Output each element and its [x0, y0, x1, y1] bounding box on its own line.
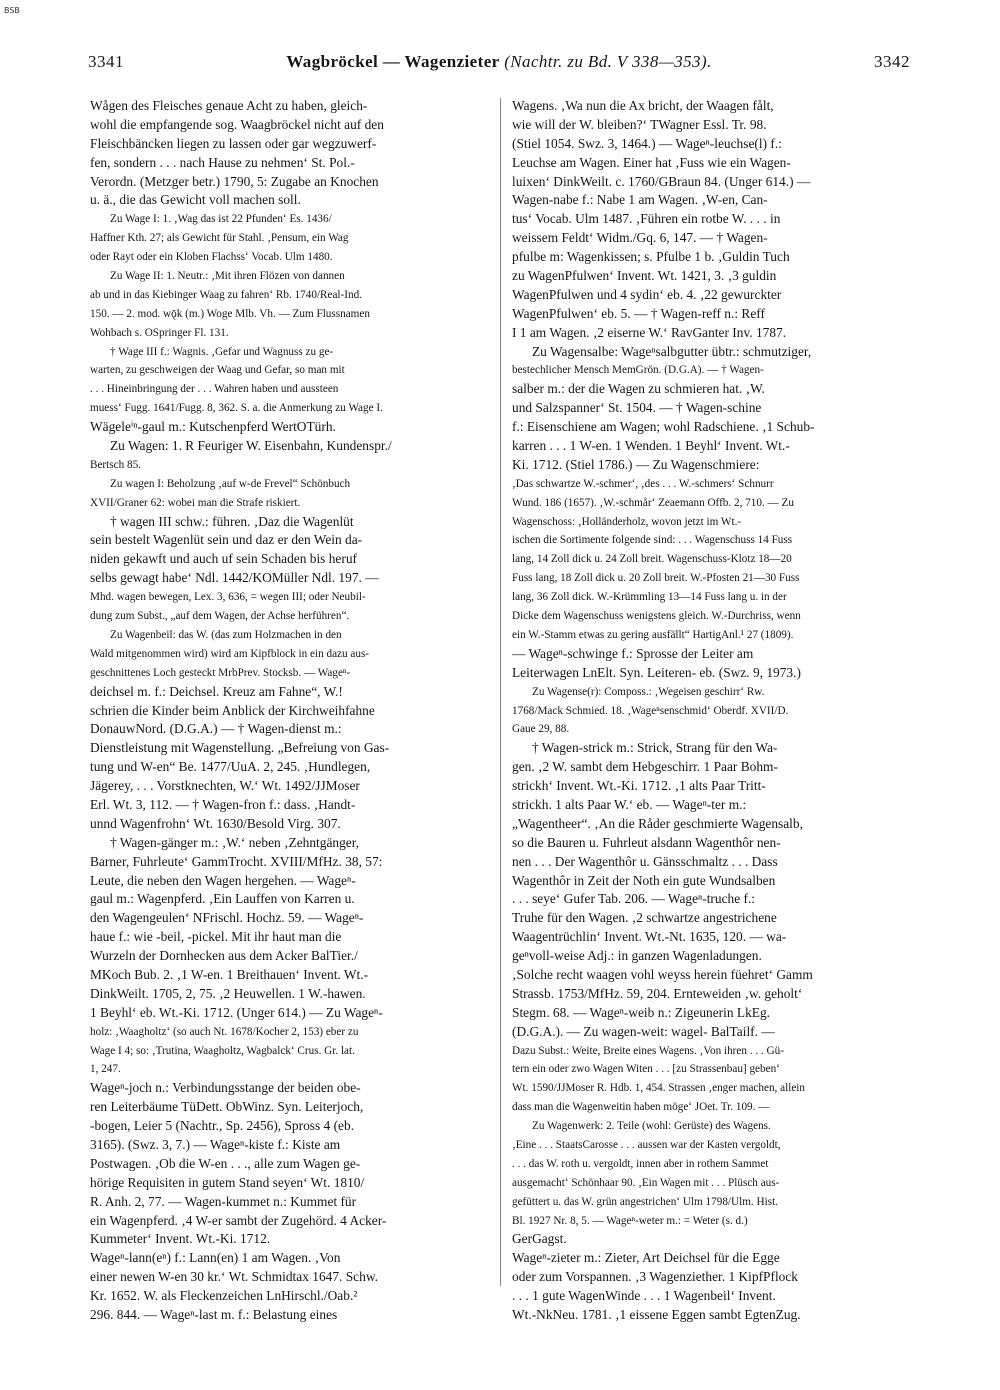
text-line: (D.G.A.). — Zu wagen-weit: wagel- BalTailf. —: [512, 1023, 775, 1039]
text-line: Wt. 1590/JJMoser R. Hdb. 1, 454. Strassen ‚enger machen, allein: [512, 1082, 805, 1095]
text-line: 296. 844. — Wageⁿ-last m. f.: Belastung eines: [90, 1307, 338, 1322]
text-line: Zu Wage II: 1. Neutr.: ‚Mit ihren Flözen von dannen: [110, 270, 345, 283]
text-line: f.: Eisenschiene am Wagen; wohl Radschiene. ‚1 Schub-: [512, 419, 815, 435]
text-line: Dienstleistung mit Wagenstellung. „Befreiung von Gas-: [90, 740, 390, 756]
text-line: Zu Wagenbeil: das W. (das zum Holzmachen in den: [110, 628, 342, 641]
text-line: salber m.: der die Wagen zu schmieren hat. ‚W.: [512, 381, 765, 397]
text-line: -bogen, Leier 5 (Nachtr., Sp. 2456), Spross 4 (eb.: [90, 1118, 355, 1134]
text-line: Barner, Fuhrleute‘ GammTrocht. XVIII/MfHz. 38, 57:: [90, 853, 383, 869]
text-line: Gaue 29, 88.: [512, 723, 570, 736]
text-line: Zu Wagensalbe: Wageⁿsalbgutter übtr.: schmutziger,: [532, 343, 812, 359]
running-title-headwords: Wagbröckel — Wagenzieter: [286, 52, 500, 71]
text-line: Zu Wagense(r): Composs.: ‚Wegeisen geschirr‘ Rw.: [532, 685, 765, 698]
text-line: † wagen III schw.: führen. ‚Daz die Wagenlüt: [110, 513, 354, 529]
text-line: . . . Hineinbringung der . . . Wahren haben und aussteen: [90, 383, 339, 396]
text-line: Fuss lang, 18 Zoll dick u. 20 Zoll breit. W.-Pfosten 21—30 Fuss: [512, 572, 800, 585]
text-line: Zu wagen I: Beholzung ‚auf w-de Frevel“ Schönbuch: [110, 477, 351, 490]
text-line: Wund. 186 (1657). ‚W.-schmår‘ Zeaemann Offb. 2, 710. — Zu: [512, 496, 794, 509]
text-line: Ki. 1712. (Stiel 1786.) — Zu Wagenschmiere:: [512, 456, 760, 472]
text-line: einer newen W-en 30 kr.‘ Wt. Schmidtax 1647. Schw.: [90, 1269, 378, 1285]
page-number-right: 3342: [874, 52, 910, 71]
text-line: lang, 36 Zoll dick. W.-Krümmling 13—14 Fuss lang u. in der: [512, 591, 787, 604]
text-line: pfulbe m: Wagenkissen; s. Pfulbe 1 b. ‚Guldin Tuch: [512, 249, 790, 265]
text-line: nen . . . Der Wagenthôr u. Gänsschmaltz . . . Dass: [512, 853, 778, 869]
text-line: Wågen des Fleisches genaue Acht zu haben, gleich-: [90, 98, 368, 113]
text-line: ren Leiterbäume TüDett. ObWinz. Syn. Leiterjoch,: [90, 1099, 364, 1115]
text-line: Leuchse am Wagen. Einer hat ‚Fuss wie ein Wagen-: [512, 154, 791, 170]
text-line: strickh. 1 alts Paar W.‘ eb. — Wageⁿ-ter m.:: [512, 796, 747, 812]
text-line: 3165). (Swz. 3, 7.) — Wageⁿ-kiste f.: Kiste am: [90, 1136, 341, 1152]
text-line: tern ein oder zwo Wagen Witen . . . [zu Strassenbau] geben‘: [512, 1063, 780, 1076]
text-line: 1768/Mack Schmied. 18. ‚Wageⁿsenschmid‘ Oberdf. XVII/D.: [512, 704, 789, 717]
text-line: Wagenthôr in Zeit der Noth ein gute Wundsalben: [512, 872, 776, 888]
text-line: haue f.: wie -beil, -pickel. Mit ihr haut man die: [90, 929, 342, 945]
text-line: Postwagen. ‚Ob die W-en . . ., alle zum Wagen ge-: [90, 1155, 361, 1171]
text-line: Wägeleⁱⁿ-gaul m.: Kutschenpferd WertOTürh.: [90, 419, 336, 435]
text-line: oder zum Vorspannen. ‚3 Wagenziether. 1 KipfPflock: [512, 1269, 799, 1285]
text-line: . . . seye‘ Gufer Tab. 206. — Wageⁿ-truche f.:: [512, 891, 756, 907]
text-line: Wageⁿ-joch n.: Verbindungsstange der beiden obe-: [90, 1080, 361, 1096]
text-line: Verordn. (Metzger betr.) 1790, 5: Zugabe an Knochen: [90, 173, 379, 189]
text-line: † Wage III f.: Wagnis. ‚Gefar und Wagnuss zu ge-: [110, 345, 334, 358]
text-line: Bertsch 85.: [90, 458, 141, 471]
text-line: R. Anh. 2, 77. — Wagen-kummet n.: Kummet für: [90, 1193, 357, 1209]
text-line: geschnittenes Loch gesteckt MrbPrev. Stocksb. — Wageⁿ-: [90, 666, 351, 679]
text-line: wohl die empfangende sog. Waagbröckel nicht auf den: [90, 116, 384, 132]
text-line: ausgemacht‘ Schönhaar 90. ‚Ein Wagen mit . . . Plüsch aus-: [512, 1176, 780, 1189]
text-line: bestechlicher Mensch MemGrön. (D.G.A). — † Wagen-: [512, 364, 764, 377]
text-line: WagenPfulwen und 4 sydin‘ eb. 4. ‚22 gewurckter: [512, 286, 782, 302]
text-line: sein bestelt Wagenlüt sein und daz er den Wein da-: [90, 532, 363, 548]
text-line: muess‘ Fugg. 1641/Fugg. 8, 362. S. a. die Anmerkung zu Wage I.: [90, 402, 383, 415]
text-line: selbs gewagt habe‘ Ndl. 1442/KOMüller Ndl. 197. —: [90, 570, 379, 586]
text-line: † Wagen-gänger m.: ‚W.‘ neben ‚Zehntgänger,: [110, 834, 359, 850]
text-line: Dazu Subst.: Weite, Breite eines Wagens. ‚Von ihren . . . Gü-: [512, 1044, 784, 1057]
page-number-left: 3341: [88, 52, 124, 71]
text-line: gefüttert u. das W. grün angestrichen‘ Ulm 1798/Ulm. Hist.: [512, 1195, 778, 1208]
text-line: ‚Eine . . . StaatsCarosse . . . aussen war der Kasten vergoldt,: [512, 1138, 781, 1151]
text-line: niden gekawft und auch uf sein Schaden bis heruf: [90, 551, 357, 567]
text-line: luixen‘ DinkWeilt. c. 1760/GBraun 84. (Unger 614.) —: [512, 173, 811, 189]
text-line: dass man die Wagenweitin haben möge‘ JOet. Tr. 109. —: [512, 1101, 770, 1114]
text-line: weissem Feldt‘ Widm./Gq. 6, 147. — † Wagen-: [512, 230, 768, 246]
text-line: Zu Wage I: 1. ‚Wag das ist 22 Pfunden‘ Es. 1436/: [110, 213, 332, 226]
text-line: oder Rayt oder ein Kloben Flachss‘ Vocab. Ulm 1480.: [90, 251, 333, 264]
text-line: hörige Requisiten in gutem Stand seyen‘ Wt. 1810/: [90, 1174, 365, 1190]
text-line: Truhe für den Wagen. ‚2 schwartze angestrichene: [512, 910, 777, 926]
text-line: WagenPfulwen‘ eb. 5. — † Wagen-reff n.: Reff: [512, 305, 765, 321]
text-line: Fleischbäncken liegen zu lassen oder gar wegzuwerf-: [90, 135, 377, 151]
text-line: ab und in das Kiebinger Waag zu fahren‘ Rb. 1740/Real-Ind.: [90, 288, 362, 301]
text-line: ischen die Sortimente folgende sind: . . . Wagenschuss 14 Fuss: [512, 534, 793, 547]
text-line: schrien die Kinder beim Anblick der Kirchweihfahne: [90, 702, 375, 718]
text-line: Wurzeln der Dornhecken aus dem Acker BalTier./: [90, 948, 358, 964]
text-line: DinkWeilt. 1705, 2, 75. ‚2 Heuwellen. 1 W.-hawen.: [90, 985, 366, 1001]
text-line: 1 Beyhl‘ eb. Wt.-Ki. 1712. (Unger 614.) — Zu Wageⁿ-: [90, 1004, 383, 1020]
text-line: 150. — 2. mod. wǭk (m.) Woge Mlb. Vh. — Zum Flussnamen: [90, 307, 370, 320]
text-line: ‚Solche recht waagen vohl weyss herein füehret‘ Gamm: [512, 966, 813, 982]
text-line: Wohbach s. OSpringer Fl. 131.: [90, 326, 229, 339]
text-line: DonauwNord. (D.G.A.) — † Wagen-dienst m.:: [90, 721, 342, 737]
text-line: tus‘ Vocab. Ulm 1487. ‚Führen ein rotbe W. . . . in: [512, 211, 781, 227]
right-column: [512, 97, 914, 1325]
text-line: warten, zu geschweigen der Waag und Gefar, so man mit: [90, 364, 345, 377]
text-line: Wt.-NkNeu. 1781. ‚1 eissene Eggen sambt EgtenZug.: [512, 1307, 801, 1322]
text-line: Leute, die neben den Wagen hergehen. — Wageⁿ-: [90, 872, 356, 888]
library-stamp: BSB: [4, 6, 20, 15]
page-header: [88, 52, 910, 80]
text-line: 1, 247.: [90, 1063, 121, 1076]
text-line: Erl. Wt. 3, 112. — † Wagen-fron f.: dass. ‚Handt-: [90, 796, 356, 812]
text-line: Jägerey, . . . Vorstknechten, W.‘ Wt. 1492/JJMoser: [90, 778, 360, 794]
text-line: GerGagst.: [512, 1231, 567, 1247]
text-line: Leiterwagen LnElt. Syn. Leiteren- eb. (Swz. 9, 1973.): [512, 664, 801, 680]
text-line: — Wageⁿ-schwinge f.: Sprosse der Leiter am: [512, 645, 754, 661]
text-line: XVII/Graner 62: wobei man die Strafe riskiert.: [90, 496, 301, 509]
text-line: Kr. 1652. W. als Fleckenzeichen LnHirschl./Oab.²: [90, 1288, 358, 1304]
text-line: Zu Wagenwerk: 2. Teile (wohl: Gerüste) des Wagens.: [532, 1120, 771, 1133]
text-line: deichsel m. f.: Deichsel. Kreuz am Fahne“, W.!: [90, 683, 343, 699]
running-title: [88, 52, 910, 72]
text-line: gaul m.: Wagenpferd. ‚Ein Lauffen von Karren u.: [90, 891, 355, 907]
text-line: (Stiel 1054. Swz. 3, 1464.) — Wageⁿ-leuchse(l) f.:: [512, 135, 782, 151]
running-title-reference: (Nachtr. zu Bd. V 338—353).: [504, 52, 712, 71]
text-line: wie will der W. bleiben?‘ TWagner Essl. Tr. 98.: [512, 116, 767, 132]
text-line: Stegm. 68. — Wageⁿ-weib n.: Zigeunerin LkEg.: [512, 1004, 771, 1020]
text-line: Waagentrüchlin‘ Invent. Wt.-Nt. 1635, 120. — wa-: [512, 929, 787, 945]
text-line: ein W.-Stamm etwas zu gering ausfällt“ HartigAnl.¹ 27 (1809).: [512, 628, 794, 641]
text-line: I 1 am Wagen. ‚2 eiserne W.‘ RavGanter Inv. 1787.: [512, 324, 787, 340]
text-line: † Wagen-strick m.: Strick, Strang für den Wa-: [532, 740, 778, 756]
text-line: MKoch Bub. 2. ‚1 W-en. 1 Breithauen‘ Invent. Wt.-: [90, 966, 369, 982]
text-line: gen. ‚2 W. sambt dem Hebgeschirr. 1 Paar Bohm-: [512, 759, 778, 775]
text-line: Wageⁿ-lann(eⁿ) f.: Lann(en) 1 am Wagen. ‚Von: [90, 1250, 341, 1266]
text-line: „Wagentheer“. ‚An die Råder geschmierte Wagensalb,: [512, 815, 803, 831]
text-line: den Wagengeulen‘ NFrischl. Hochz. 59. — Wageⁿ-: [90, 910, 364, 926]
text-line: ein Wagenpferd. ‚4 W-er sambt der Zugehörd. 4 Acker-: [90, 1212, 387, 1228]
text-line: u. ä., die das Gewicht voll machen soll.: [90, 192, 301, 208]
text-line: Wald mitgenommen wird) wird am Kipfblock in ein dazu aus-: [90, 647, 370, 660]
text-line: so die Bauren u. Fuhrleut alsdann Wagenthôr nen-: [512, 834, 781, 850]
text-line: Wage I 4; so: ‚Trutina, Waagholtz, Wagbalck‘ Crus. Gr. lat.: [90, 1044, 355, 1057]
text-line: Wageⁿ-zieter m.: Zieter, Art Deichsel für die Egge: [512, 1250, 780, 1266]
text-line: Wagenschoss: ‚Holländerholz, wovon jetzt im Wt.-: [512, 515, 742, 528]
left-column: [90, 97, 492, 1325]
text-line: Zu Wagen: 1. R Feuriger W. Eisenbahn, Kundenspr./: [110, 438, 392, 454]
text-line: fen, sondern . . . nach Hause zu nehmen‘ St. Pol.-: [90, 154, 355, 170]
text-line: Mhd. wagen bewegen, Lex. 3, 636, = wegen III; oder Neubil-: [90, 591, 366, 604]
text-line: Kummeter‘ Invent. Wt.-Ki. 1712.: [90, 1231, 271, 1247]
text-line: holz: ‚Waagholtz‘ (so auch Nt. 1678/Kocher 2, 153) eber zu: [90, 1025, 359, 1038]
text-line: geⁿvoll-weise Adj.: in ganzen Wagenladungen.: [512, 948, 762, 964]
text-line: . . . das W. roth u. vergoldt, innen aber in rothem Sammet: [512, 1157, 769, 1170]
text-line: karren . . . 1 W-en. 1 Wenden. 1 Beyhl‘ Invent. Wt.-: [512, 438, 790, 454]
text-line: und Salzspanner‘ St. 1504. — † Wagen-schine: [512, 400, 762, 416]
text-line: tung und W-en“ Be. 1477/UuA. 2, 245. ‚Hundlegen,: [90, 759, 371, 775]
text-line: zu WagenPfulwen‘ Invent. Wt. 1421, 3. ‚3 guldin: [512, 268, 777, 284]
text-line: unnd Wagenfrohn‘ Wt. 1630/Besold Virg. 307.: [90, 815, 341, 831]
text-line: . . . 1 gute WagenWinde . . . 1 Wagenbeil‘ Invent.: [512, 1288, 776, 1304]
text-line: Wagens. ‚Wa nun die Ax bricht, der Waagen fålt,: [512, 98, 774, 113]
text-line: lang, 14 Zoll dick u. 24 Zoll breit. Wagenschuss-Klotz 18—20: [512, 553, 792, 566]
text-line: Wagen-nabe f.: Nabe 1 am Wagen. ‚W-en, Can-: [512, 192, 768, 208]
text-line: Dicke dem Wagenschuss wenigstens gleich. W.-Durchriss, wenn: [512, 610, 801, 623]
text-line: strickh‘ Invent. Wt.-Ki. 1712. ‚1 alts Paar Tritt-: [512, 778, 766, 794]
column-divider: [500, 98, 501, 1286]
text-line: Haffner Kth. 27; als Gewicht für Stahl. ‚Pensum, ein Wag: [90, 232, 349, 245]
text-line: Strassb. 1753/MfHz. 59, 204. Ernteweiden ‚w. geholt‘: [512, 985, 803, 1001]
text-line: dung zum Subst., „auf dem Wagen, der Achse herführen“.: [90, 610, 350, 623]
text-line: Bl. 1927 Nr. 8, 5. — Wageⁿ-weter m.: = Weter (s. d.): [512, 1214, 748, 1227]
text-line: ‚Das schwartze W.-schmer‘, ‚des . . . W.-schmers‘ Schnurr: [512, 477, 774, 490]
